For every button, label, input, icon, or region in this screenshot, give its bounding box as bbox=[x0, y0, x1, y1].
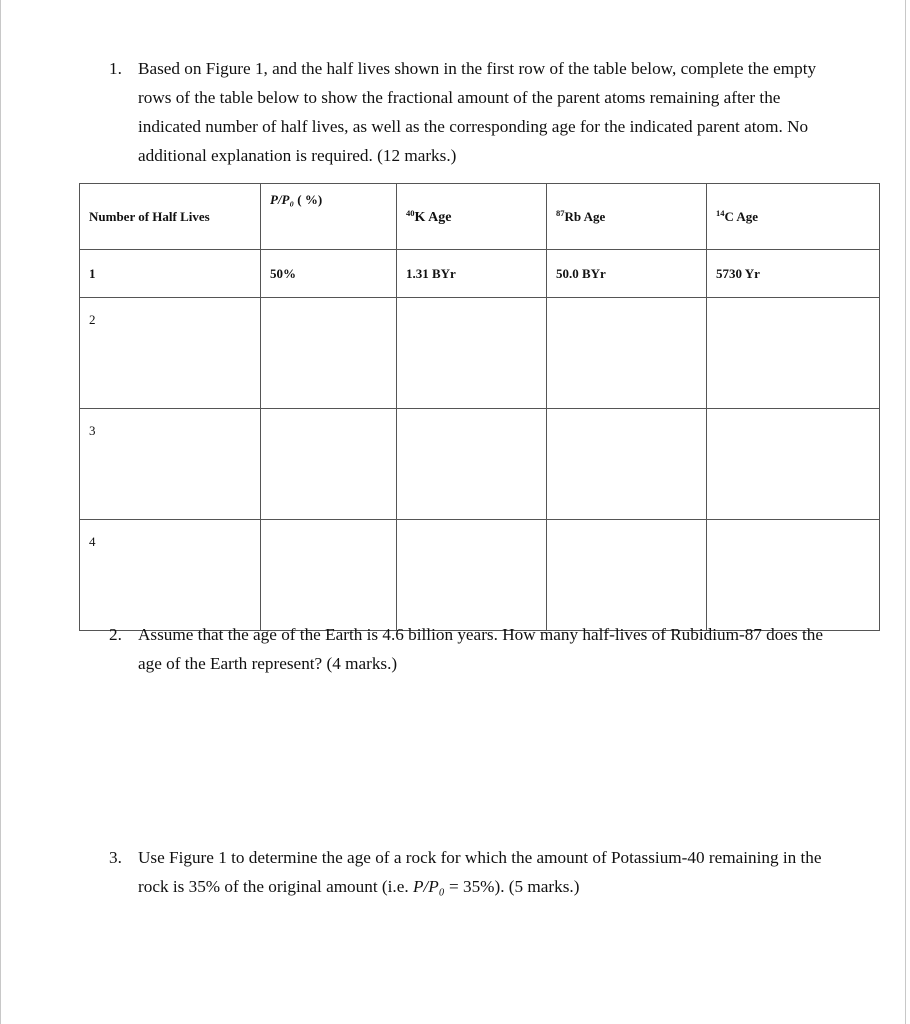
question-3-text bbox=[138, 843, 829, 901]
table-cell: 1 bbox=[80, 250, 261, 298]
header-ratio bbox=[261, 184, 397, 250]
ratio-unit: ( %) bbox=[294, 192, 323, 207]
table-cell: 50% bbox=[261, 250, 397, 298]
header-k40-age: $^{40}$K Age bbox=[397, 184, 547, 250]
question-1-text: Based on Figure 1, and the half lives shown in the first row of the table below, complete the empty rows of the table below to show the fractional amount of the parent atoms remaining after the indicated number of half lives, as well as the corresponding age for the indicated parent atom. No additional explanation is required. (12 marks.) bbox=[138, 59, 817, 165]
table-cell: 50.0 BYr bbox=[547, 250, 707, 298]
answer-cell[interactable] bbox=[547, 409, 707, 520]
question-3-text-after: = 35%). (5 marks.) bbox=[444, 877, 580, 896]
answer-cell[interactable] bbox=[707, 520, 880, 631]
question-1-number: 1. bbox=[109, 59, 122, 78]
answer-cell[interactable] bbox=[397, 409, 547, 520]
answer-cell[interactable] bbox=[261, 520, 397, 631]
header-c14-age: $^{14}$C Age bbox=[707, 184, 880, 250]
table-row bbox=[80, 298, 880, 409]
header-number-of-half-lives: Number of Half Lives bbox=[80, 184, 261, 250]
table-row bbox=[80, 250, 880, 298]
answer-cell[interactable] bbox=[397, 298, 547, 409]
question-3-text-before: Use Figure 1 to determine the age of a rock for which the amount of Potassium-40 remaining in the rock is 35% of the original amount (i.e. bbox=[138, 848, 822, 896]
table-row bbox=[80, 409, 880, 520]
table-row bbox=[80, 520, 880, 631]
ratio-formula: P/P₀ bbox=[270, 192, 295, 207]
answer-cell[interactable] bbox=[261, 409, 397, 520]
question-3-formula: P/P₀ bbox=[412, 877, 445, 896]
question-2-number: 2. bbox=[109, 625, 122, 644]
table-cell: 4 bbox=[80, 520, 261, 631]
header-rb87-age: $^{87}$Rb Age bbox=[547, 184, 707, 250]
half-life-table bbox=[79, 183, 880, 631]
table-cell: 1.31 BYr bbox=[397, 250, 547, 298]
answer-cell[interactable] bbox=[261, 298, 397, 409]
question-3-number: 3. bbox=[109, 848, 122, 867]
table-cell: 2 bbox=[80, 298, 261, 409]
answer-cell[interactable] bbox=[397, 520, 547, 631]
question-2-text: Assume that the age of the Earth is 4.6 billion years. How many half-lives of Rubidium-87 does the age of the Earth represent? (4 marks.) bbox=[138, 625, 823, 673]
table-header-row bbox=[80, 184, 880, 250]
table-cell: 5730 Yr bbox=[707, 250, 880, 298]
table-cell: 3 bbox=[80, 409, 261, 520]
answer-cell[interactable] bbox=[707, 409, 880, 520]
answer-cell[interactable] bbox=[547, 298, 707, 409]
answer-cell[interactable] bbox=[707, 298, 880, 409]
answer-cell[interactable] bbox=[547, 520, 707, 631]
